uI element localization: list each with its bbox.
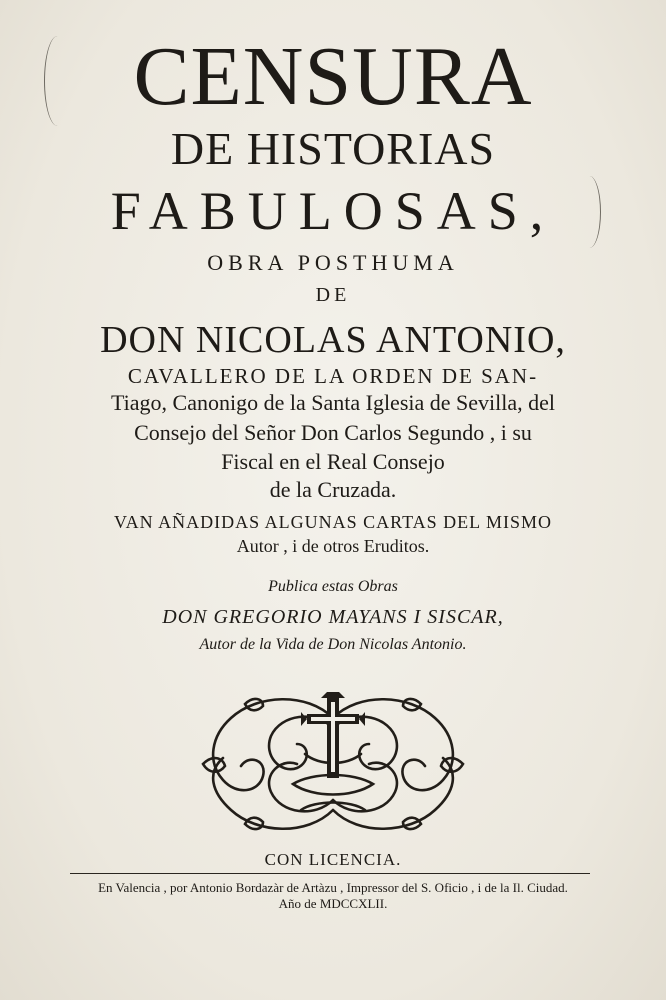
additions-line-2: Autor , i de otros Eruditos. <box>236 536 430 556</box>
cross-ornament-icon <box>197 688 469 840</box>
imprint-line: En Valencia , por Antonio Bordazàr de Artàzu , Impressor del S. Oficio , i de la Il. Ciudad. <box>98 880 568 895</box>
subtitle-obra-posthuma: OBRA POSTHUMA <box>207 250 459 275</box>
author-desc-line: Fiscal en el Real Consejo <box>221 449 445 474</box>
license-text: CON LICENCIA. <box>264 850 402 869</box>
author-desc-line: Tiago, Canonigo de la Santa Iglesia de Sevilla, del <box>111 390 555 415</box>
subtitle-de: DE <box>315 284 351 306</box>
imprint-year: Año de MDCCXLII. <box>278 896 388 911</box>
additions-line: VAN AÑADIDAS ALGUNAS CARTAS DEL MISMO <box>113 512 553 532</box>
imprint-rule <box>70 873 590 874</box>
publisher-name: DON GREGORIO MAYANS I SISCAR, <box>162 606 504 628</box>
title-fabulosas: FABULOSAS, <box>110 181 556 241</box>
publisher-intro: Publica estas Obras <box>268 578 398 595</box>
author-desc-line: de la Cruzada. <box>269 477 397 502</box>
author-desc-line: Consejo del Señor Don Carlos Segundo , i su <box>134 420 532 445</box>
title-de-historias: DE HISTORIAS <box>170 123 496 174</box>
publisher-role: Autor de la Vida de Don Nicolas Antonio. <box>199 636 467 653</box>
author-name: DON NICOLAS ANTONIO, <box>100 319 566 361</box>
title-censura: CENSURA <box>133 30 533 123</box>
author-order: CAVALLERO DE LA ORDEN DE SAN- <box>127 364 539 388</box>
